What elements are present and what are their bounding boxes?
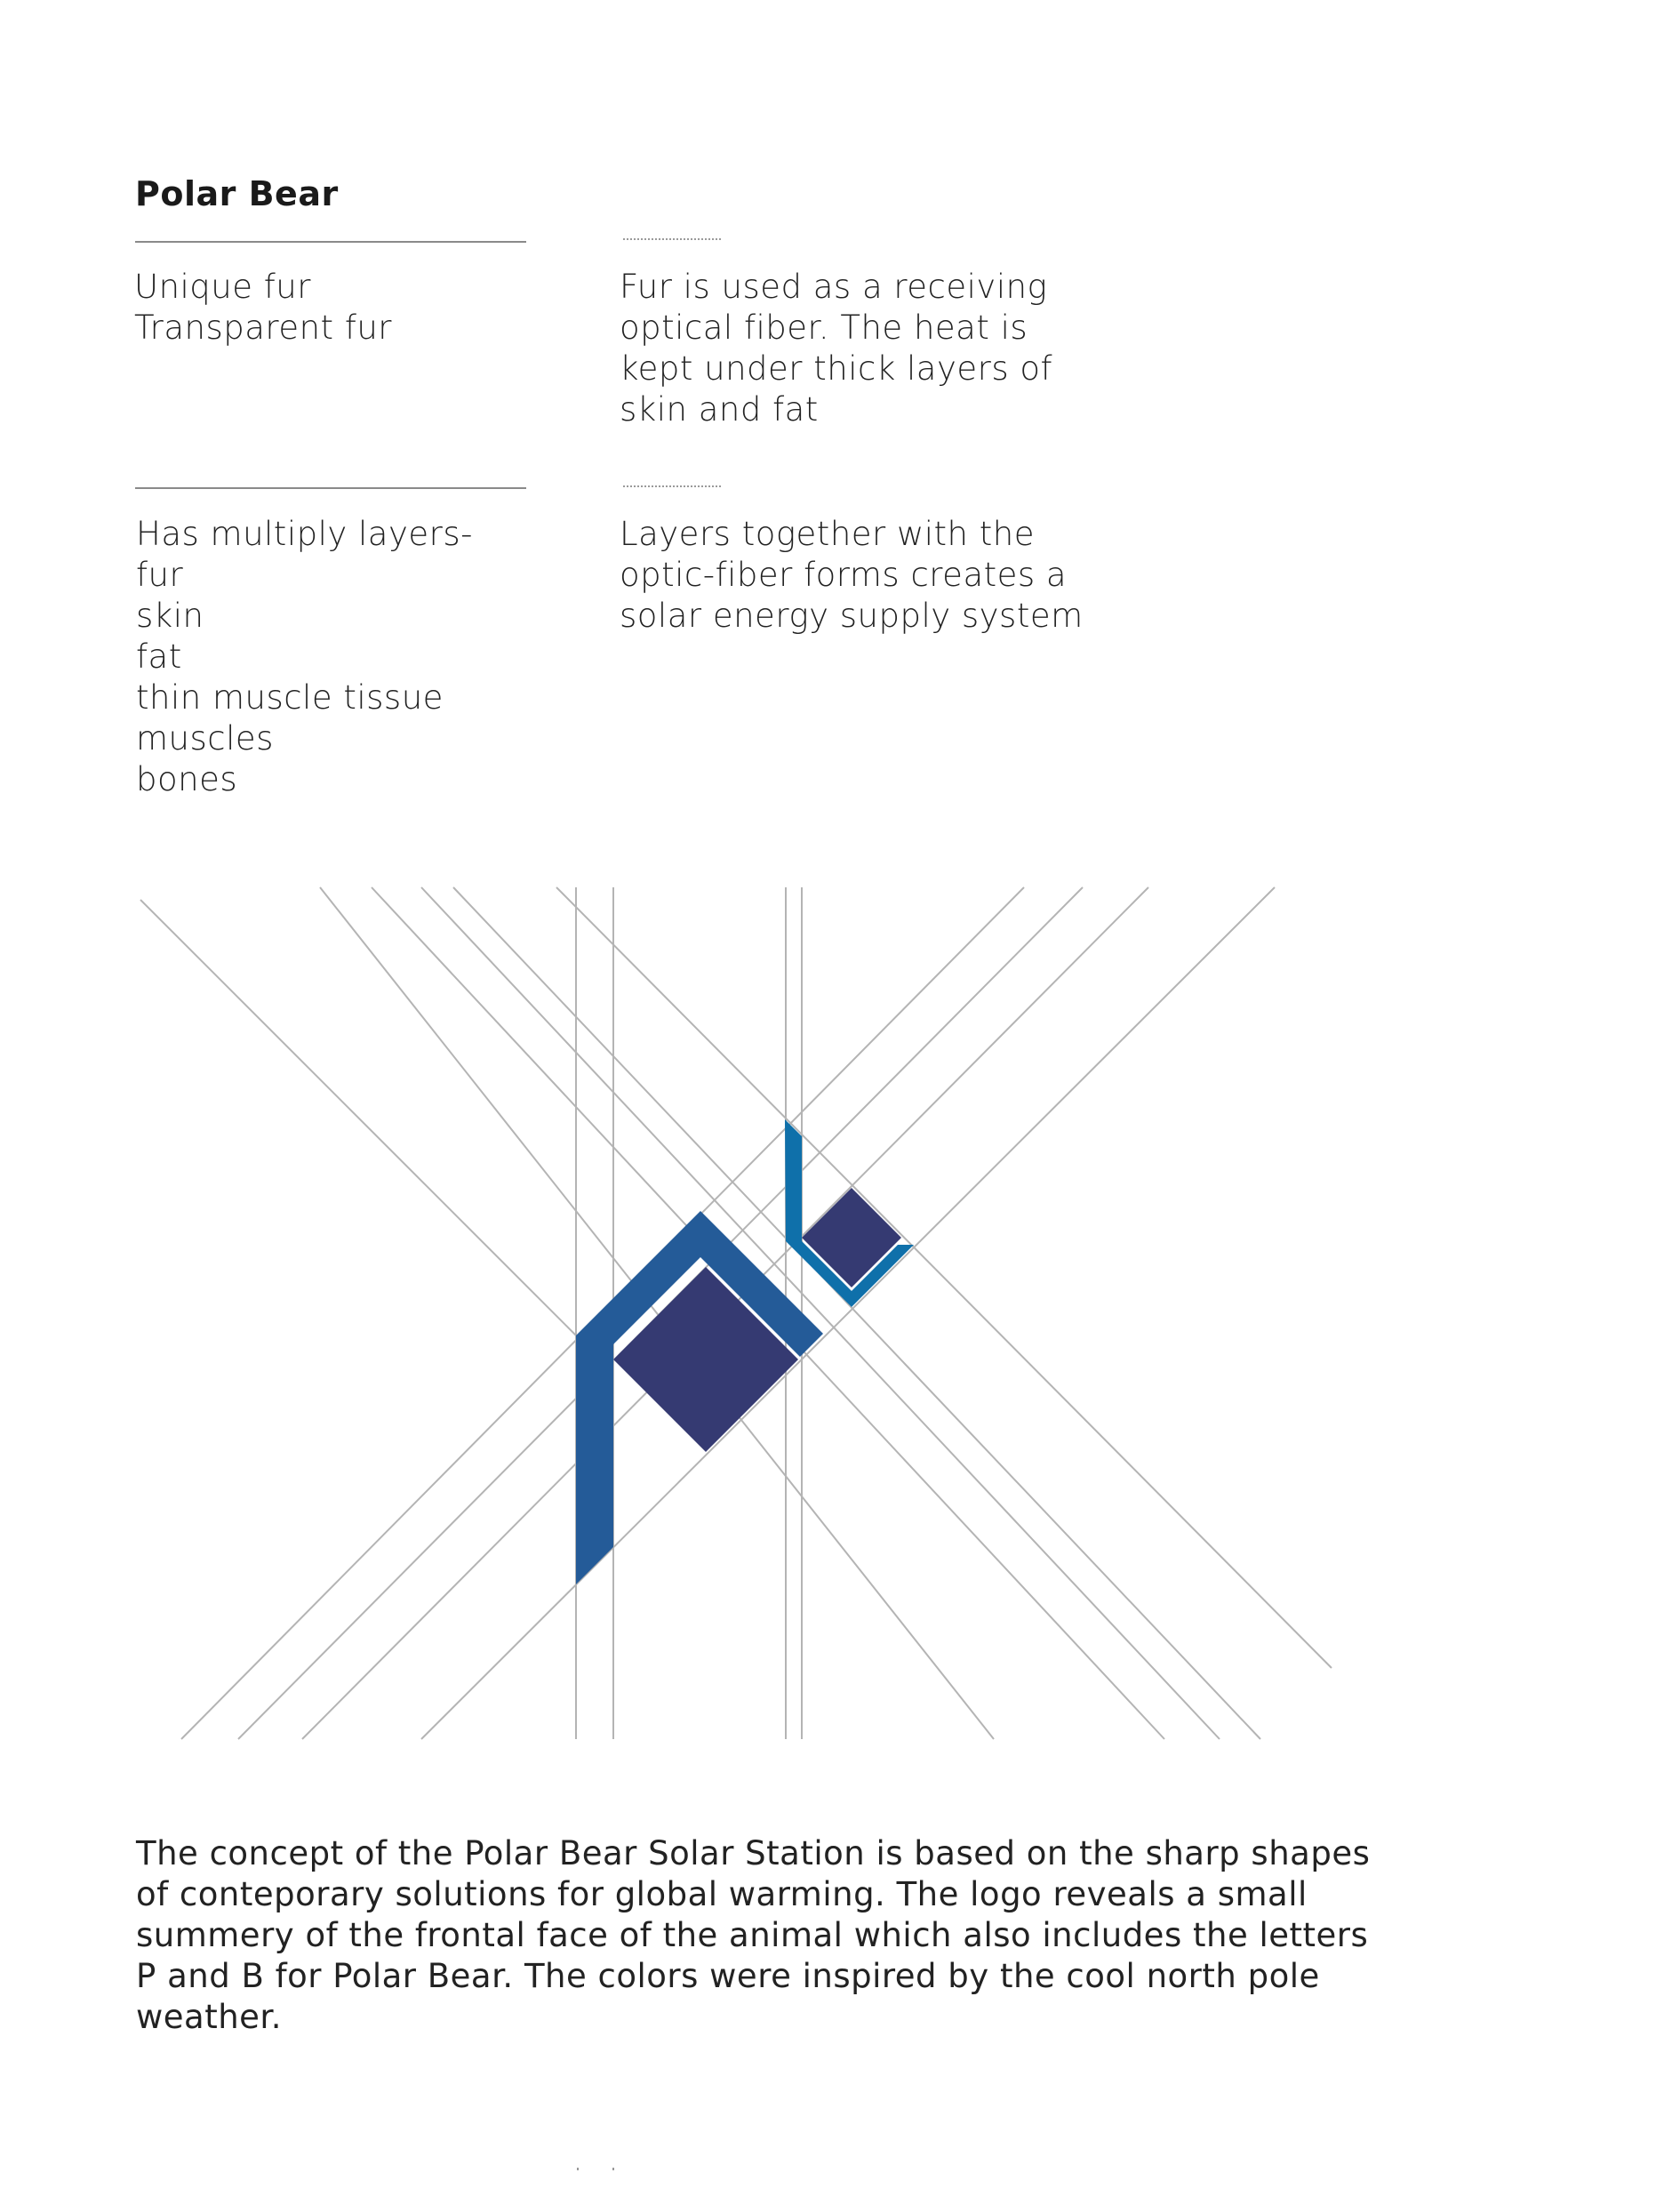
page-title: Polar Bear <box>135 174 339 213</box>
section1-right-text: Fur is used as a receiving optical fiber. The heat is kept under thick layers of skin and fat <box>620 268 1053 429</box>
footer-mark <box>577 2168 579 2170</box>
construction-line <box>320 887 994 1739</box>
construction-line <box>421 887 1275 1739</box>
concept-paragraph: The concept of the Polar Bear Solar Station is based on the sharp shapes of conteporary solutions for global warming. The logo reveals a small summery of the frontal face of the animal which also includes the letters P and B for Polar Bear. The colors were inspired by the cool north pole weather. <box>136 1834 1371 2036</box>
polar-bear-logo <box>576 1119 914 1584</box>
construction-line <box>140 900 576 1335</box>
section1-left-text: Unique fur Transparent fur <box>134 268 393 347</box>
section2-left-text: Has multiply layers- fur skin fat thin muscle tissue muscles bones <box>136 515 473 798</box>
footer-mark <box>612 2168 614 2170</box>
construction-line <box>453 887 1260 1739</box>
construction-line <box>421 887 1220 1739</box>
section2-right-text: Layers together with the optic-fiber forms creates a solar energy supply system <box>620 515 1084 635</box>
logo-small-diamond <box>802 1188 901 1287</box>
